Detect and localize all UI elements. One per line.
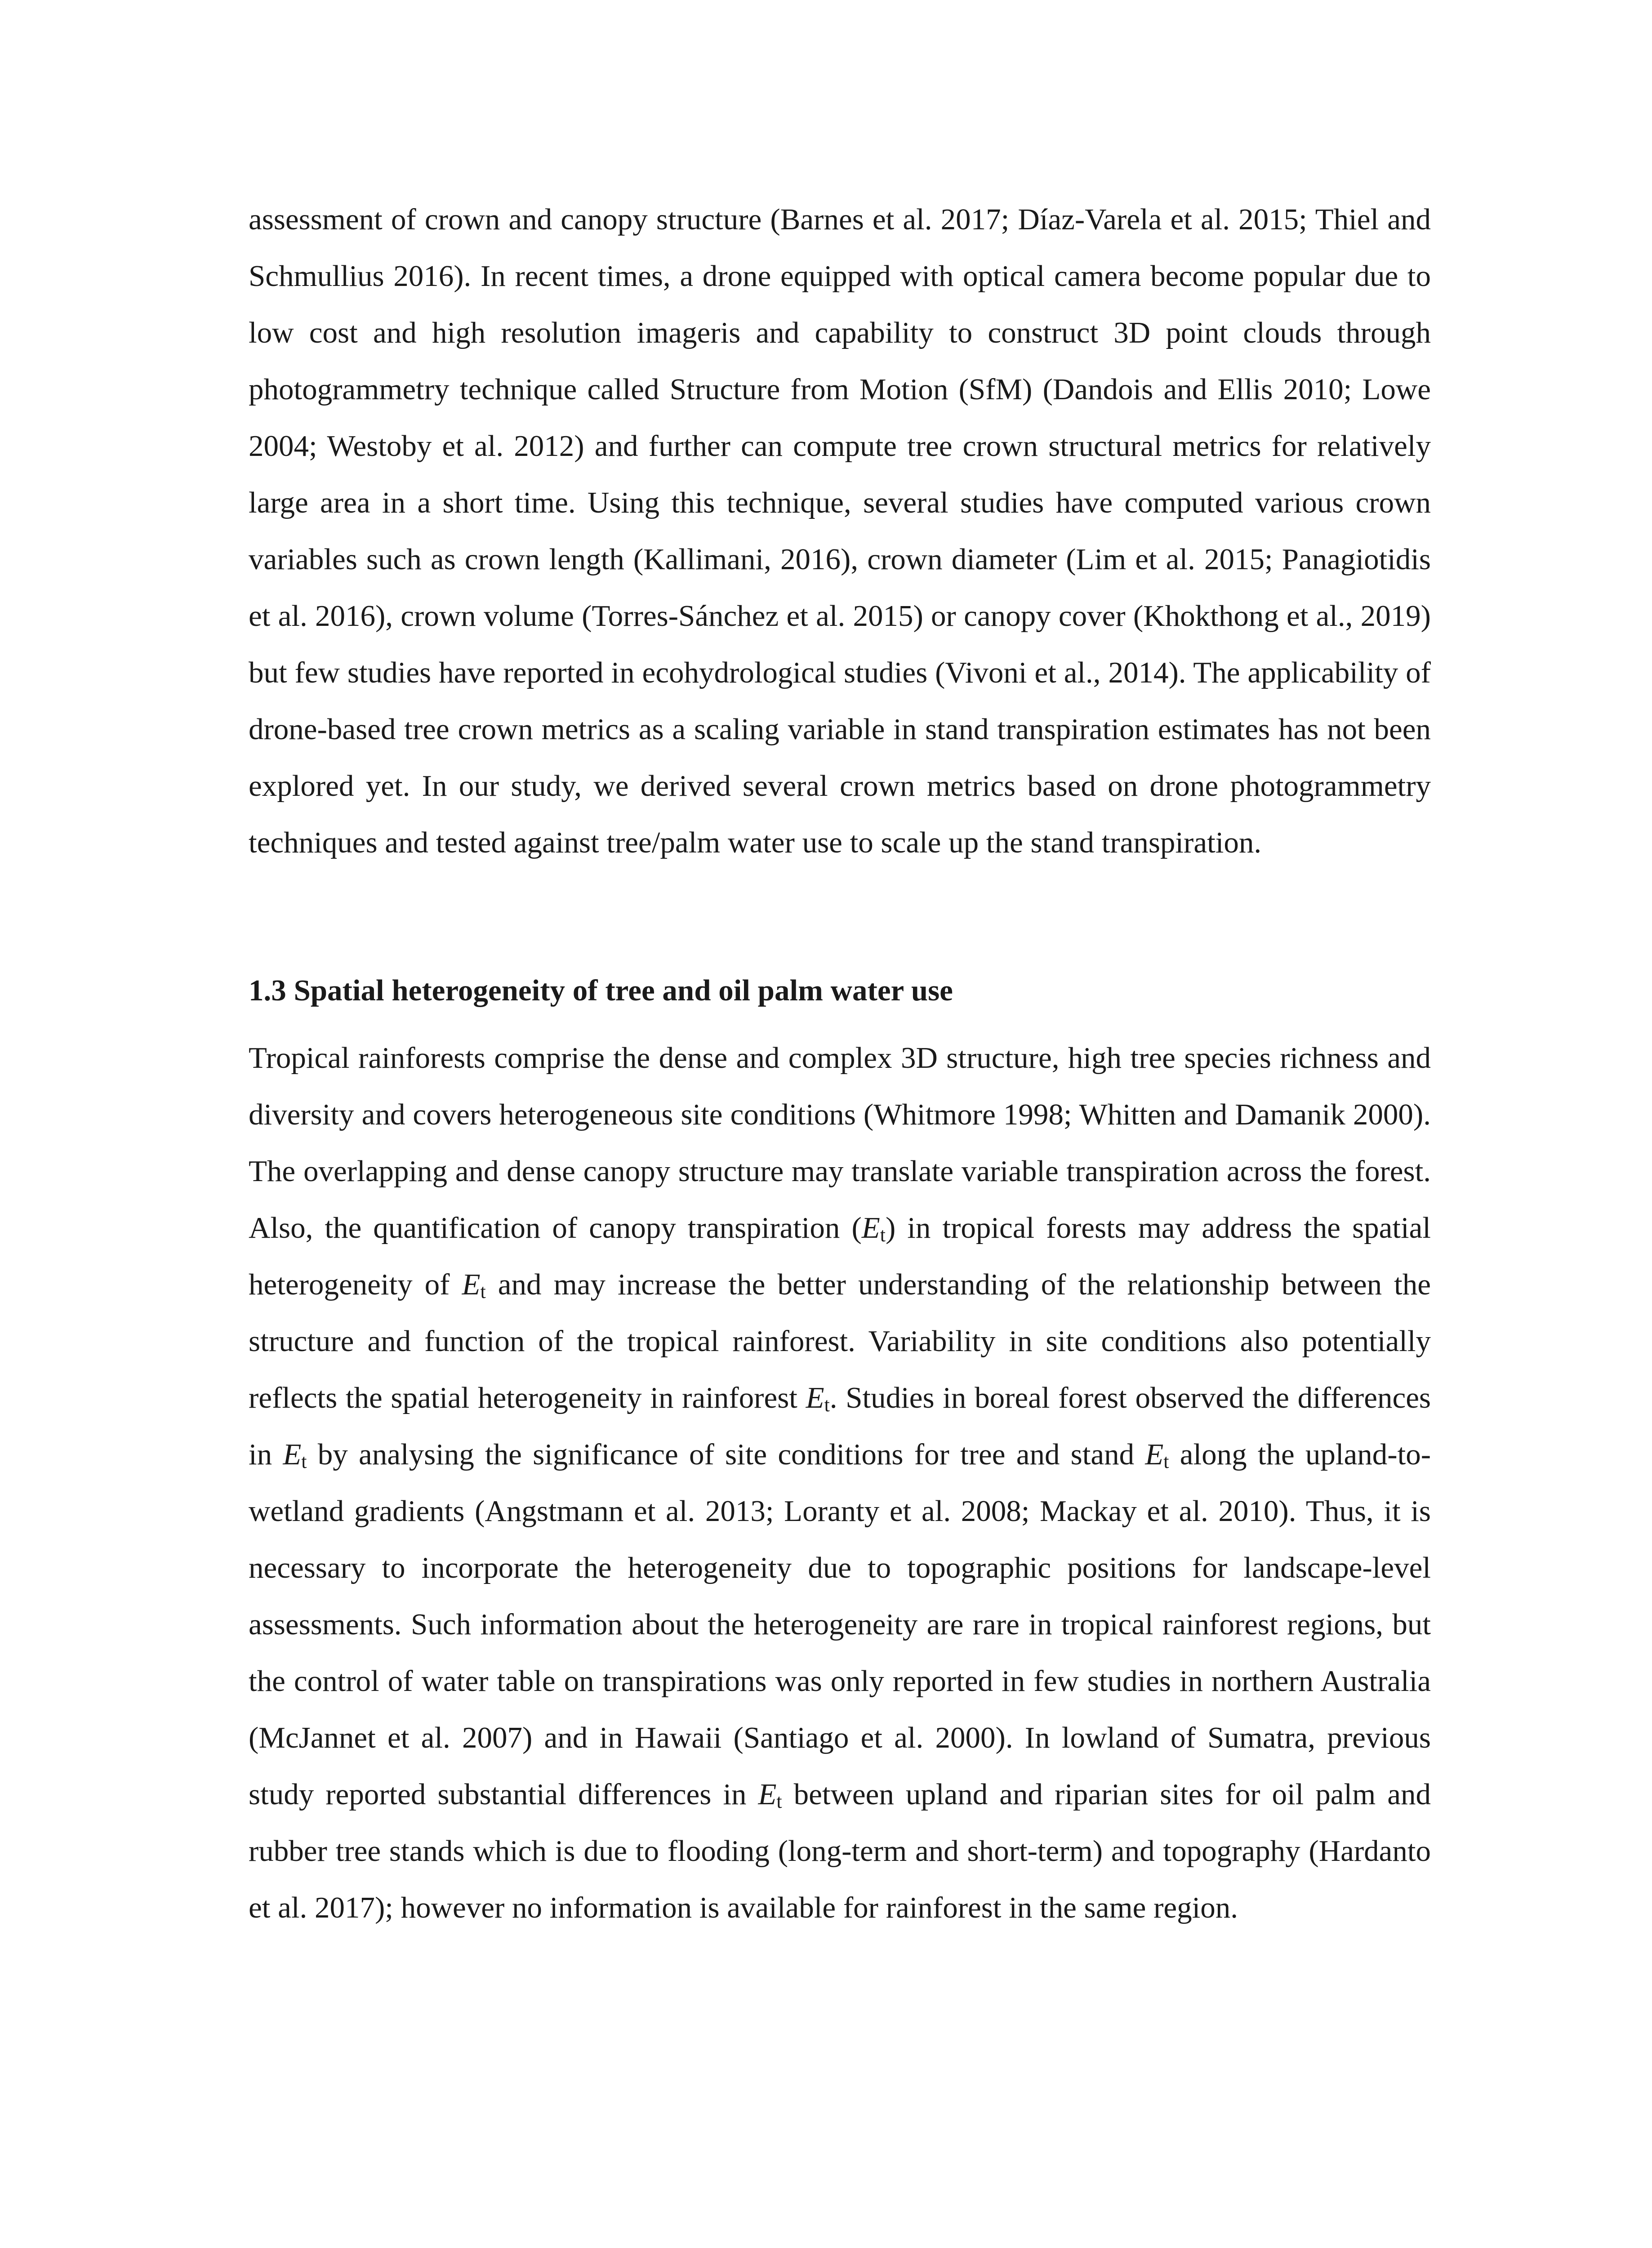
paragraph-crown-metrics: assessment of crown and canopy structure (Barnes et al. 2017; Díaz-Varela et al. 2015; Thiel and Schmullius 2016). In recent times, a drone equipped with optical camera become popular due to low cost and high resolution imageris and capability to construct 3D point clouds through photogrammetry technique called Structure from Motion (SfM) (Dandois and Ellis 2010; Lowe 2004; Westoby et al. 2012) and further can compute tree crown structural metrics for relatively large area in a short time. Using this technique, several studies have computed various crown variables such as crown length (Kallimani, 2016), crown diameter (Lim et al. 2015; Panagiotidis et al. 2016), crown volume (Torres-Sánchez et al. 2015) or canopy cover (Khokthong et al., 2019) but few studies have reported in ecohydrological studies (Vivoni et al., 2014). The applicability of drone-based tree crown metrics as a scaling variable in stand transpiration estimates has not been explored yet. In our study, we derived several crown metrics based on drone photogrammetry techniques and tested against tree/palm water use to scale up the stand transpiration. [249, 203, 1431, 859]
text-run: along the upland-to-wetland gradients (Angstmann et al. 2013; Loranty et al. 2008; Mackay et al. 2010). Thus, it is necessary to incorporate the heterogeneity due to topographic positions for landscape-level assessments. Such information about the heterogeneity are rare in tropical rainforest regions, but the control of water table on transpirations was only reported in few studies in northern Australia (McJannet et al. 2007) and in Hawaii (Santiago et al. 2000). In lowland of Sumatra, previous study reported substantial differences in [249, 1438, 1431, 1811]
et-symbol: $E_t$ [861, 1211, 886, 1246]
text-run: and may increase the better understanding of the relationship between the structure and function of the tropical rainforest. Variability in site conditions also potentially reflects the spatial heterogeneity in rainforest [249, 1268, 1431, 1414]
et-symbol: $E_t$ [283, 1438, 307, 1472]
section-heading: 1.3 Spatial heterogeneity of tree and oil palm water use [249, 974, 953, 1007]
text-run: by analysing the significance of site conditions for tree and stand [307, 1438, 1145, 1471]
body-text-block-1 [249, 191, 1431, 871]
text-run: between upland and riparian sites for oil palm and rubber tree stands which is due to flooding (long-term and short-term) and topography (Hardanto et al. 2017); however no information is available for rainforest in the same region. [249, 1778, 1431, 1924]
body-text-block-2 [249, 1030, 1431, 1936]
et-symbol: $E_t$ [758, 1778, 782, 1812]
et-symbol: $E_t$ [1145, 1438, 1169, 1472]
text-run: . Studies in boreal forest observed the differences in [249, 1381, 1431, 1471]
text-run: Tropical rainforests comprise the dense and complex 3D structure, high tree species richness and diversity and covers heterogeneous site conditions (Whitmore 1998; Whitten and Damanik 2000). The overlapping and dense canopy structure may translate variable transpiration across the forest. Also, the quantification of canopy transpiration ( [249, 1041, 1431, 1244]
paragraph-spatial-heterogeneity [249, 1030, 1431, 1936]
text-run: ) in tropical forests may address the spatial heterogeneity of [249, 1211, 1431, 1301]
et-symbol: $E_t$ [806, 1381, 830, 1416]
et-symbol: $E_t$ [462, 1268, 486, 1302]
